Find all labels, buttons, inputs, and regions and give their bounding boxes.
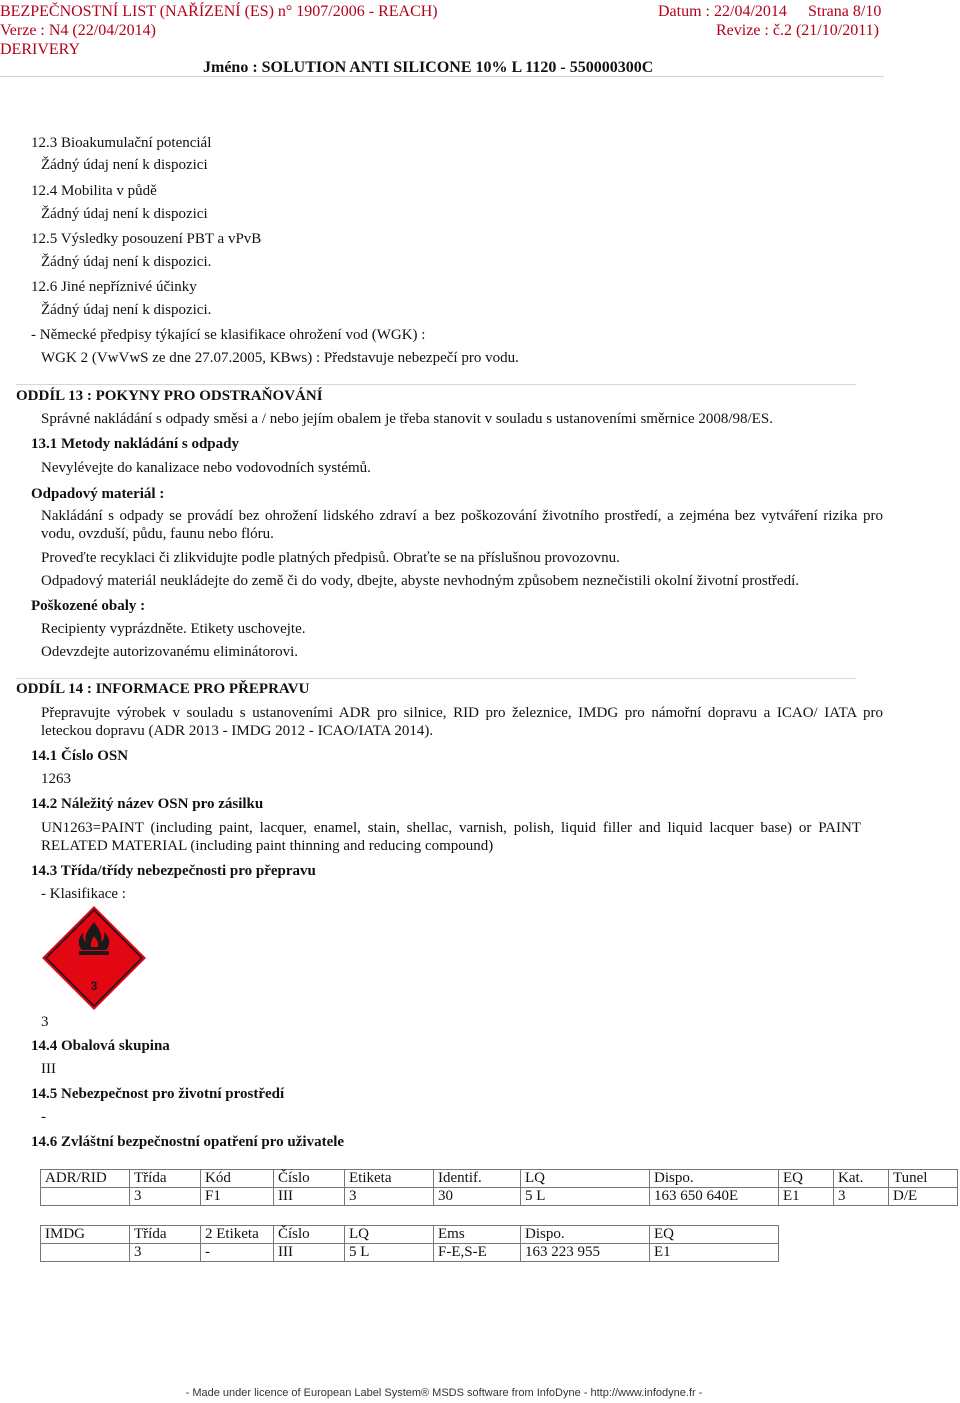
table-cell: 3 [130, 1188, 201, 1206]
section-14-title: ODDÍL 14 : INFORMACE PRO PŘEPRAVU [16, 681, 310, 697]
document-revision: Revize : č.2 (21/10/2011) [716, 22, 879, 39]
table-cell: 5 L [521, 1188, 650, 1206]
table-header-cell: Kód [201, 1170, 274, 1188]
table-header-cell: Dispo. [521, 1226, 650, 1244]
wgk-text: WGK 2 (VwVwS ze dne 27.07.2005, KBws) : Představuje nebezpečí pro vodu. [41, 350, 519, 366]
hazard-class-value: 3 [41, 1014, 49, 1030]
waste-material-paragraph-2: Proveďte recyklaci či zlikvidujte podle platných předpisů. Obraťte se na příslušnou provozovnu. [41, 550, 620, 566]
table-header-cell: 2 Etiketa [201, 1226, 274, 1244]
company-name: DERIVERY [0, 41, 80, 58]
table-header-cell: LQ [521, 1170, 650, 1188]
table-header-cell: EQ [650, 1226, 779, 1244]
table-cell [41, 1188, 130, 1206]
table-cell: - [201, 1244, 274, 1262]
packing-group: III [41, 1061, 56, 1077]
table-header-cell: LQ [345, 1226, 434, 1244]
damaged-packaging-paragraph-2: Odevzdejte autorizovanému eliminátorovi. [41, 644, 298, 660]
heading-12-4: 12.4 Mobilita v půdě [31, 183, 157, 199]
section-14-intro: Přepravujte výrobek v souladu s ustanoveními ADR pro silnice, RID pro železnice, IMDG pro námořní dopravu a ICAO/ IATA pro leteckou dopravu (ADR 2013 - IMDG 2012 - ICAO/IATA 2014). [41, 705, 883, 739]
text-12-3: Žádný údaj není k dispozici [41, 157, 208, 173]
un-number: 1263 [41, 771, 71, 787]
pictogram-class-number: 3 [90, 979, 98, 993]
table-cell: 163 650 640E [650, 1188, 779, 1206]
table-row [41, 1188, 958, 1206]
table-header-cell: Identif. [434, 1170, 521, 1188]
waste-material-paragraph-1: Nakládání s odpady se provádí bez ohrožení lidského zdraví a bez poškozování životního prostředí, a zejména bez vytváření rizika pro vodu, ovzduší, půdu, faunu nebo flóru. [41, 508, 883, 542]
waste-material-paragraph-3: Odpadový materiál neukládejte do země či do vody, dbejte, abyste nevhodným způsobem neznečistili okolní životní prostředí. [41, 573, 799, 589]
section-14-divider [16, 678, 856, 679]
table-row [41, 1244, 779, 1262]
table-cell: 30 [434, 1188, 521, 1206]
table-cell: 3 [130, 1244, 201, 1262]
document-header [0, 0, 960, 80]
table-header-cell: IMDG [41, 1226, 130, 1244]
table-header-cell: Číslo [274, 1170, 345, 1188]
section-13-divider [16, 384, 856, 385]
environmental-hazard: - [41, 1109, 46, 1125]
table-cell: 163 223 955 [521, 1244, 650, 1262]
document-date: Datum : 22/04/2014 [658, 3, 787, 20]
header-divider [0, 76, 884, 77]
damaged-packaging-paragraph-1: Recipienty vyprázdněte. Etikety uschovejte. [41, 621, 306, 637]
heading-12-6: 12.6 Jiné nepříznivé účinky [31, 279, 197, 295]
table-header-cell: Tunel [889, 1170, 958, 1188]
text-12-4: Žádný údaj není k dispozici [41, 206, 208, 222]
table-header-cell: Číslo [274, 1226, 345, 1244]
table-header-cell: Ems [434, 1226, 521, 1244]
table-cell: F-E,S-E [434, 1244, 521, 1262]
shipping-name: UN1263=PAINT (including paint, lacquer, enamel, stain, shellac, varnish, polish, liquid filler and liquid lacquer base) or PAINT RELATED MATERIAL (including paint thinning and reducing compound) [41, 820, 861, 854]
table-cell [41, 1244, 130, 1262]
table-cell: 5 L [345, 1244, 434, 1262]
heading-14-5: 14.5 Nebezpečnost pro životní prostředí [31, 1086, 285, 1102]
table-cell: E1 [650, 1244, 779, 1262]
page-number: Strana 8/10 [808, 3, 882, 20]
imdg-table [40, 1225, 779, 1262]
table-header-cell: Etiketa [345, 1170, 434, 1188]
page-footer: - Made under licence of European Label System® MSDS software from InfoDyne - http://www.infodyne.fr - [185, 1387, 703, 1399]
table-header-cell: Kat. [834, 1170, 889, 1188]
document-title: BEZPEČNOSTNÍ LIST (NAŘÍZENÍ (ES) n° 1907/2006 - REACH) [0, 3, 438, 20]
damaged-packaging-heading: Poškozené obaly : [31, 598, 146, 614]
text-13-1: Nevylévejte do kanalizace nebo vodovodních systémů. [41, 460, 371, 476]
flammable-diamond-icon [41, 905, 147, 1011]
table-header-cell: Dispo. [650, 1170, 779, 1188]
table-cell: 3 [345, 1188, 434, 1206]
text-12-5: Žádný údaj není k dispozici. [41, 254, 212, 270]
table-cell: 3 [834, 1188, 889, 1206]
table-cell: III [274, 1244, 345, 1262]
table-cell: E1 [779, 1188, 834, 1206]
classification-label: - Klasifikace : [41, 886, 126, 902]
table-header-cell: Třída [130, 1226, 201, 1244]
table-header-cell: Třída [130, 1170, 201, 1188]
table-header-cell: ADR/RID [41, 1170, 130, 1188]
product-name: Jméno : SOLUTION ANTI SILICONE 10% L 1120 - 550000300C [203, 59, 654, 76]
wgk-heading: - Německé předpisy týkající se klasifikace ohrožení vod (WGK) : [31, 327, 426, 343]
heading-14-4: 14.4 Obalová skupina [31, 1038, 170, 1054]
heading-12-3: 12.3 Bioakumulační potenciál [31, 135, 212, 151]
table-cell: F1 [201, 1188, 274, 1206]
heading-14-3: 14.3 Třída/třídy nebezpečnosti pro přepravu [31, 863, 316, 879]
flammable-liquid-pictogram [41, 905, 147, 1011]
table-header-row [41, 1170, 958, 1188]
heading-12-5: 12.5 Výsledky posouzení PBT a vPvB [31, 231, 262, 247]
waste-material-heading: Odpadový materiál : [31, 486, 165, 502]
text-12-6: Žádný údaj není k dispozici. [41, 302, 212, 318]
section-13-title: ODDÍL 13 : POKYNY PRO ODSTRAŇOVÁNÍ [16, 388, 323, 404]
heading-14-1: 14.1 Číslo OSN [31, 748, 129, 764]
section-13-intro: Správné nakládání s odpady směsi a / nebo jejím obalem je třeba stanovit v souladu s ustanoveními směrnice 2008/98/ES. [41, 411, 773, 427]
table-cell: III [274, 1188, 345, 1206]
adr-rid-table [40, 1169, 958, 1206]
heading-13-1: 13.1 Metody nakládání s odpady [31, 436, 239, 452]
table-header-row [41, 1226, 779, 1244]
heading-14-6: 14.6 Zvláštní bezpečnostní opatření pro uživatele [31, 1134, 345, 1150]
document-version: Verze : N4 (22/04/2014) [0, 22, 156, 39]
heading-14-2: 14.2 Náležitý název OSN pro zásilku [31, 796, 264, 812]
table-header-cell: EQ [779, 1170, 834, 1188]
table-cell: D/E [889, 1188, 958, 1206]
